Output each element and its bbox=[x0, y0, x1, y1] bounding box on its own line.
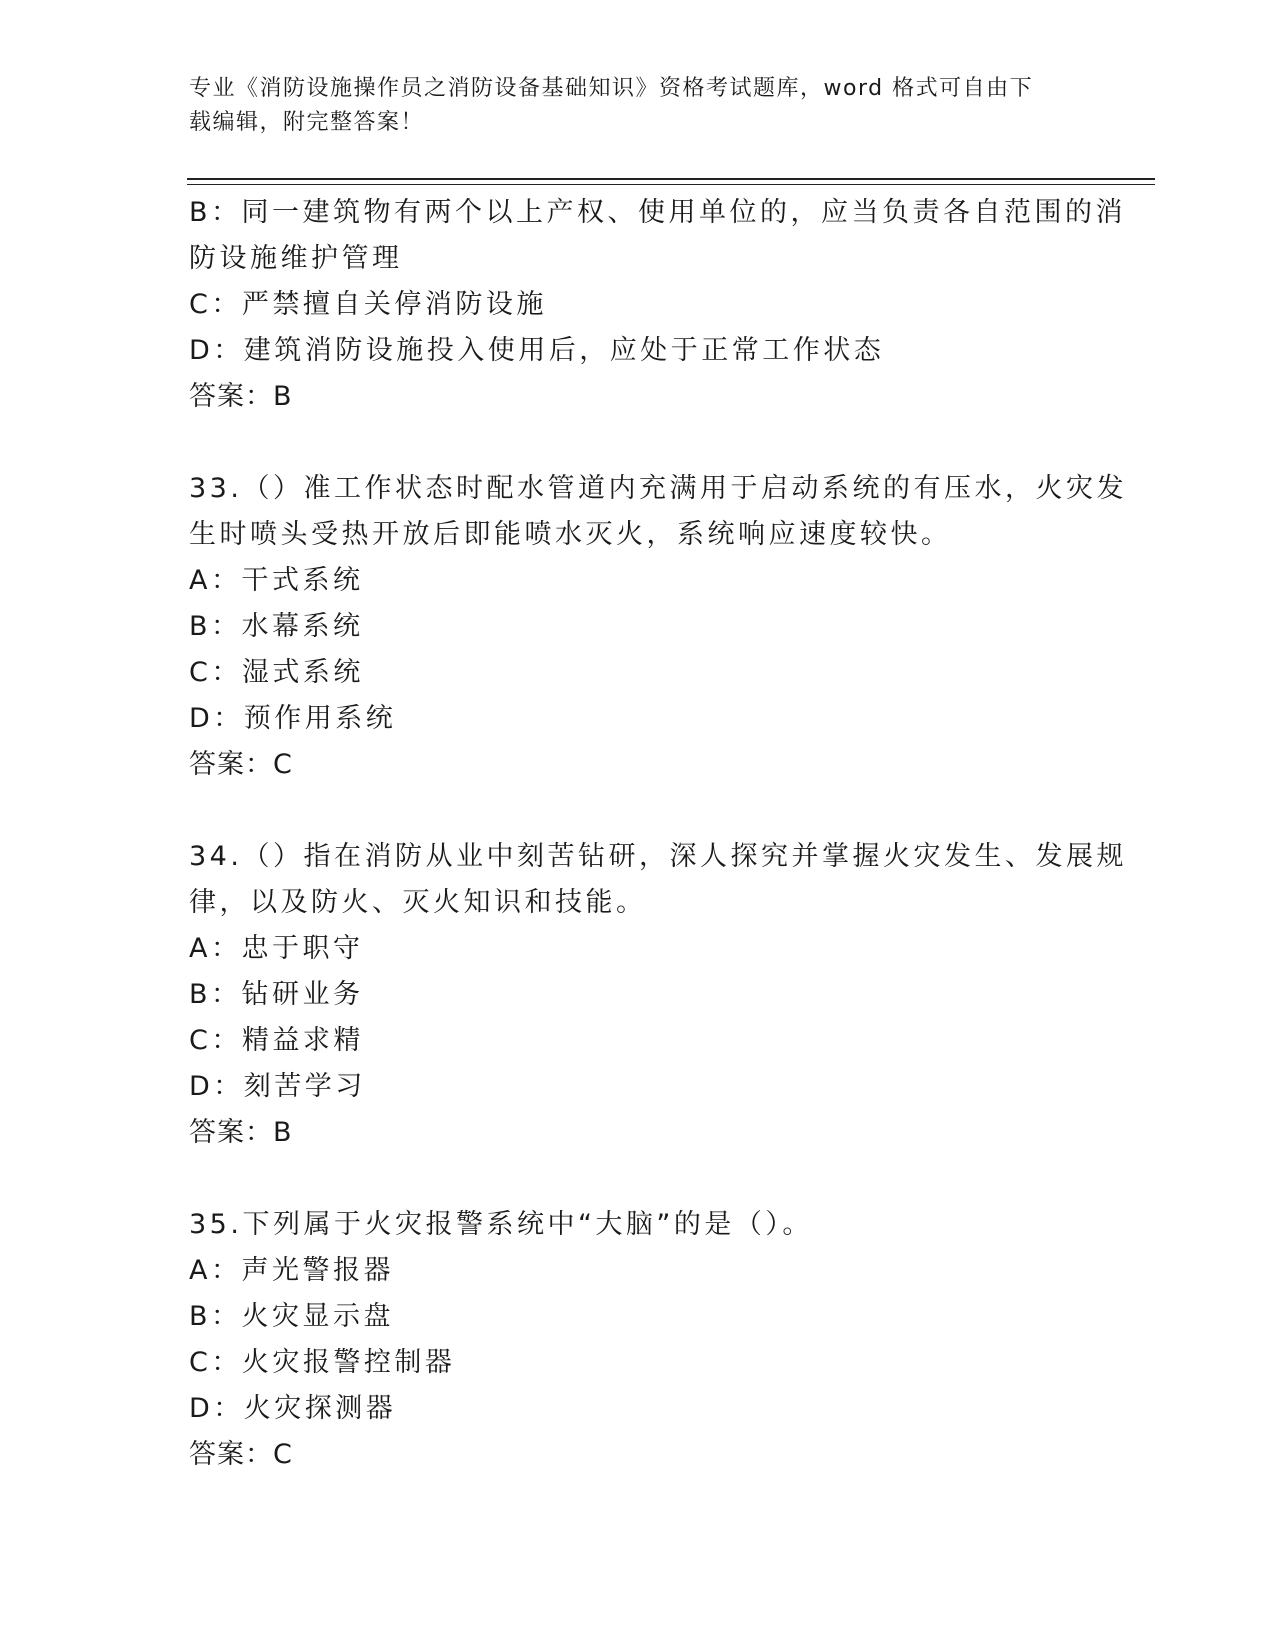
question-35 bbox=[189, 1202, 1089, 1478]
option-c: C：精益求精 bbox=[189, 1025, 364, 1056]
header-rule-thick bbox=[187, 178, 1155, 180]
option-c: C：火灾报警控制器 bbox=[189, 1347, 456, 1378]
option-d: D：火灾探测器 bbox=[189, 1393, 397, 1424]
answer: 答案：C bbox=[189, 749, 293, 780]
header-rule-thin bbox=[187, 184, 1155, 185]
question-list bbox=[189, 190, 1127, 1478]
document-header bbox=[189, 72, 1069, 140]
question-stem-line-1: 33.（）准工作状态时配水管道内充满用于启动系统的有压水，火灾发 bbox=[189, 473, 1127, 504]
option-b: B：水幕系统 bbox=[189, 611, 364, 642]
question-32-continued bbox=[189, 190, 1127, 420]
spacer bbox=[189, 788, 1089, 834]
option-b: B：钻研业务 bbox=[189, 979, 364, 1010]
option-d: D：建筑消防设施投入使用后，应处于正常工作状态 bbox=[189, 335, 885, 366]
answer: 答案：B bbox=[189, 381, 293, 412]
option-c: C：湿式系统 bbox=[189, 657, 364, 688]
header-line-2: 载编辑，附完整答案！ bbox=[189, 110, 425, 135]
spacer bbox=[189, 420, 1089, 466]
option-b: B：火灾显示盘 bbox=[189, 1301, 395, 1332]
question-stem-line-1: 34.（）指在消防从业中刻苦钻研，深人探究并掌握火灾发生、发展规 bbox=[189, 841, 1127, 872]
header-line-1: 专业《消防设施操作员之消防设备基础知识》资格考试题库，word 格式可自由下 bbox=[189, 76, 1034, 101]
option-b-line-2: 防设施维护管理 bbox=[189, 243, 403, 274]
answer: 答案：B bbox=[189, 1117, 293, 1148]
option-d: D：刻苦学习 bbox=[189, 1071, 366, 1102]
option-c: C：严禁擅自关停消防设施 bbox=[189, 289, 547, 320]
question-stem-line-2: 生时喷头受热开放后即能喷水灭火，系统响应速度较快。 bbox=[189, 519, 952, 550]
option-a: A：干式系统 bbox=[189, 565, 364, 596]
question-33 bbox=[189, 466, 1127, 788]
question-stem-line-2: 律，以及防火、灭火知识和技能。 bbox=[189, 887, 647, 918]
question-34 bbox=[189, 834, 1127, 1156]
spacer bbox=[189, 1156, 1089, 1202]
question-stem-line-1: 35.下列属于火灾报警系统中“大脑”的是（）。 bbox=[189, 1209, 813, 1240]
option-b-line-1: B：同一建筑物有两个以上产权、使用单位的，应当负责各自范围的消 bbox=[189, 197, 1127, 228]
option-a: A：声光警报器 bbox=[189, 1255, 394, 1286]
answer: 答案：C bbox=[189, 1439, 293, 1470]
option-d: D：预作用系统 bbox=[189, 703, 397, 734]
option-a: A：忠于职守 bbox=[189, 933, 364, 964]
